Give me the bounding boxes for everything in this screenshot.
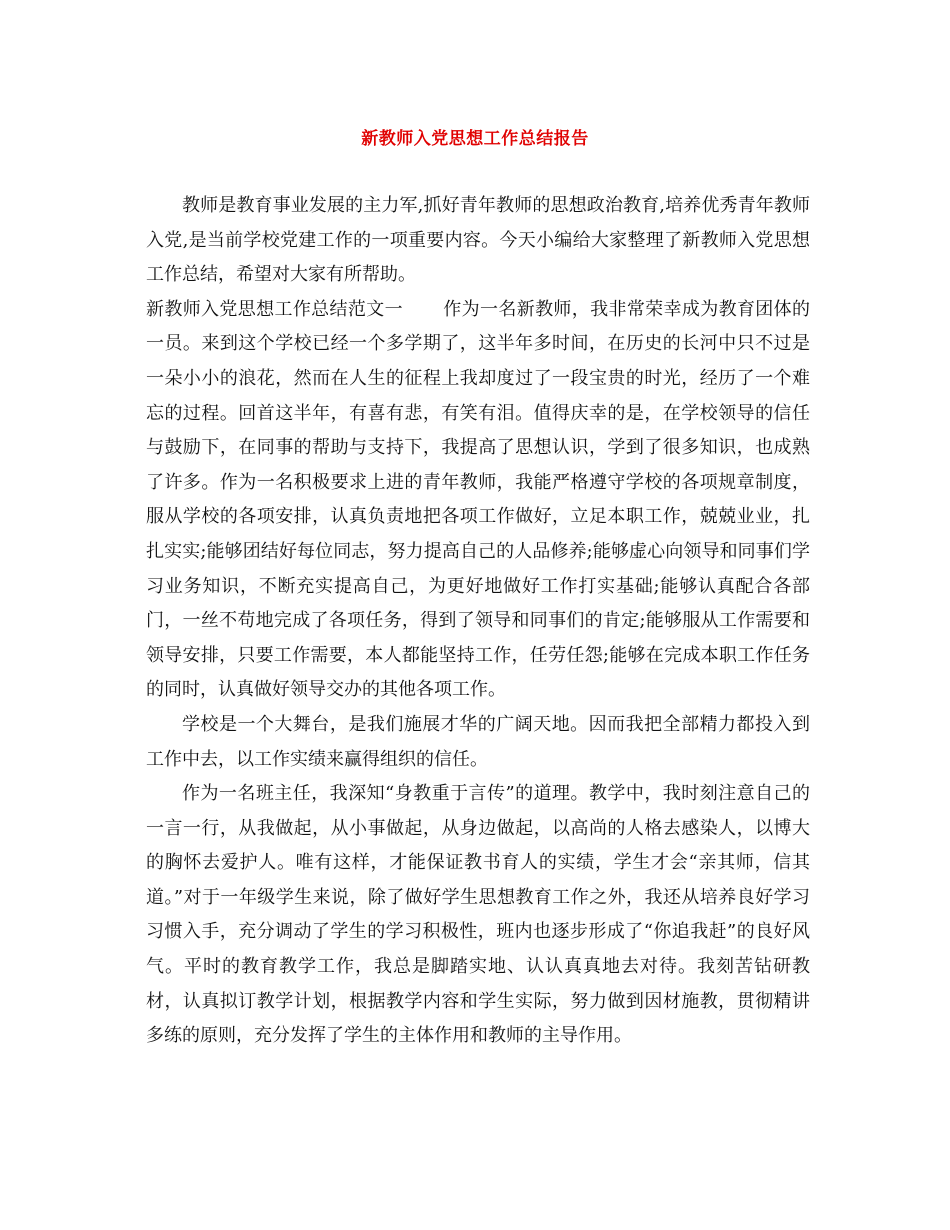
sample-body: 作为一名新教师，我非常荣幸成为教育团体的一员。来到这个学校已经一个多学期了，这半年多时间，在历史的长河中只不过是一朵小小的浪花，然而在人生的征程上我却度过了一段宝贵的时光，经历了一个难忘的过程。回首这半年，有喜有悲，有笑有泪。值得庆幸的是，在学校领导的信任与鼓励下，在同事的帮助与支持下，我提高了思想认识，学到了很多知识，也成熟了许多。作为一名积极要求上进的青年教师，我能严格遵守学校的各项规章制度，服从学校的各项安排，认真负责地把各项工作做好，立足本职工作，兢兢业业，扎扎实实;能够团结好每位同志，努力提高自己的人品修养;能够虚心向领导和同事们学习业务知识，不断充实提高自己，为更好地做好工作打实基础;能够认真配合各部门，一丝不苟地完成了各项任务，得到了领导和同事们的肯定;能够服从工作需要和领导安排，只要工作需要，本人都能坚持工作，任劳任怨;能够在完成本职工作任务的同时，认真做好领导交办的其他各项工作。 [146,298,811,701]
document-body [146,189,810,1054]
teacher-paragraph: 作为一名班主任，我深知“身教重于言传”的道理。教学中，我时刻注意自己的一言一行，从我做起，从小事做起，从身边做起，以高尚的人格去感染人，以博大的胸怀去爱护人。唯有这样，才能保证教书育人的实绩，学生才会“亲其师，信其道。”对于一年级学生来说，除了做好学生思想教育工作之外，我还从培养良好学习习惯入手，充分调动了学生的学习积极性，班内也逐步形成了“你追我赶”的良好风气。平时的教育教学工作，我总是脚踏实地、认认真真地去对待。我刻苦钻研教材，认真拟订教学计划，根据教学内容和学生实际，努力做到因材施教，贯彻精讲多练的原则，充分发挥了学生的主体作用和教师的主导作用。 [146,783,810,1047]
stage-paragraph: 学校是一个大舞台，是我们施展才华的广阔天地。因而我把全部精力都投入到工作中去，以工作实绩来赢得组织的信任。 [146,713,810,770]
sample-paragraph [146,293,810,708]
sample-heading: 新教师入党思想工作总结范文一 [146,298,403,320]
document-title: 新教师入党思想工作总结报告 [361,129,589,149]
intro-paragraph: 教师是教育事业发展的主力军,抓好青年教师的思想政治教育,培养优秀青年教师入党,是当前学校党建工作的一项重要内容。今天小编给大家整理了新教师入党思想工作总结，希望对大家有所帮助。 [146,195,810,286]
